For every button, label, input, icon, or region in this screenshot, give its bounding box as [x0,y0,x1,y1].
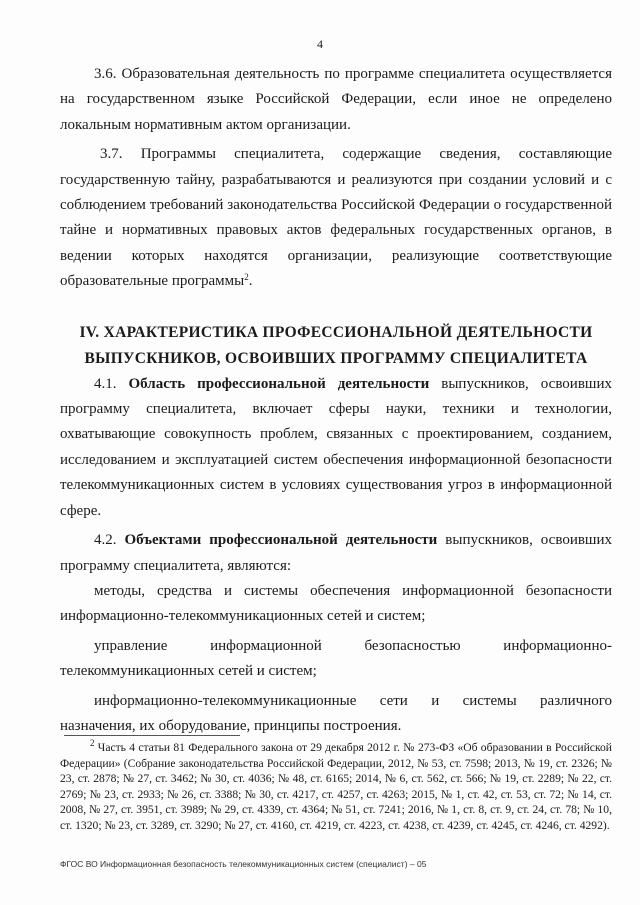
footnote-divider [64,735,240,736]
list-item: методы, средства и системы обеспечения информационной безопасности информационно-телекоммуникационных сетей и систем; [60,582,612,625]
paragraph-3-7-text: 3.7. Программы специалитета, содержащие сведения, составляющие государственную тайну, разрабатываются и реализуются при создании условий и с соблюдением требований законодательства Российской Федерации о государственной тайне и нормативных правовых актов федеральных государственных органов, в ведении которых находятся организации, реализующие соответствующие образовательные программы [60,146,612,290]
paragraph-3-7-end: . [248,273,253,290]
paragraph-4-2-term: Объектами профессиональной деятельности [124,532,438,549]
list-item: управление информационной безопасностью информационно-телекоммуникационных сетей и систем; [60,637,612,680]
footnote-text: Часть 4 статьи 81 Федерального закона от 29 декабря 2012 г. № 273-ФЗ «Об образовании в Российской Федерации» (Собрание законодательства Российской Федерации, 2012, № 53, ст. 7598; 2013, № 19, ст. 2326; № 23, ст. 2878; № 27, ст. 3462; № 30, ст. 4036; № 48, ст. 6165; 2014, № 6, ст. 562, ст. 566; № 19, ст. 2289; № 22, ст. 2769; № 23, ст. 2933; № 26, ст. 3388; № 30, ст. 4217, ст. 4257, ст. 4263; 2015, № 1, ст. 42, ст. 53, ст. 72; № 14, ст. 2008, № 27, ст. 3951, ст. 3989; № 29, ст. 4339, ст. 4364; № 51, ст. 7241; 2016, № 1, ст. 8, ст. 9, ст. 24, ст. 78; № 10, ст. 1320; № 23, ст. 3289, ст. 3290; № 27, ст. 4160, ст. 4219, ст. 4223, ст. 4238, ст. 4239, ст. 4245, ст. 4246, ст. 4292). [60,741,612,832]
footnote-marker: 2 [90,738,95,748]
paragraph-4-1 [60,372,612,524]
paragraph-3-7 [60,142,612,294]
paragraph-4-1-term: Область профессиональной деятельности [128,375,430,392]
section-heading-line-2: ВЫПУСКНИКОВ, ОСВОИВШИХ ПРОГРАММУ СПЕЦИАЛИТЕТА [84,349,588,367]
page-number: 4 [317,37,323,51]
page-footer: ФГОС ВО Информационная безопасность телекоммуникационных систем (специалист) – 05 [60,859,427,869]
paragraph-4-2-text: выпускников, освоивших программу специалитета, являются: [60,532,613,574]
paragraph-4-2 [60,528,612,579]
main-text [60,62,612,739]
footnote-reference: 2 [244,272,249,283]
section-heading-line-1: IV. ХАРАКТЕРИСТИКА ПРОФЕССИОНАЛЬНОЙ ДЕЯТЕЛЬНОСТИ [79,323,593,341]
paragraph-4-2-number: 4.2. [94,532,117,549]
paragraph-3-6: 3.6. Образовательная деятельность по программе специалитета осуществляется на государственном языке Российской Федерации, если иное не определено локальным нормативным актом организации. [60,66,612,133]
section-heading [60,320,612,372]
footnote [60,740,612,834]
paragraph-4-1-number: 4.1. [94,375,117,392]
list-item: информационно-телекоммуникационные сети и системы различного назначения, их оборудование, принципы построения. [60,692,612,734]
paragraph-4-1-text: выпускников, освоивших программу специалитета, включает сферы науки, техники и технологии, охватывающие совокупность проблем, связанных с проектированием, созданием, исследованием и эксплуатацией систем обеспечения информационной безопасности телекоммуникационных систем в условиях существования угроз в информационной сфере. [60,375,612,519]
